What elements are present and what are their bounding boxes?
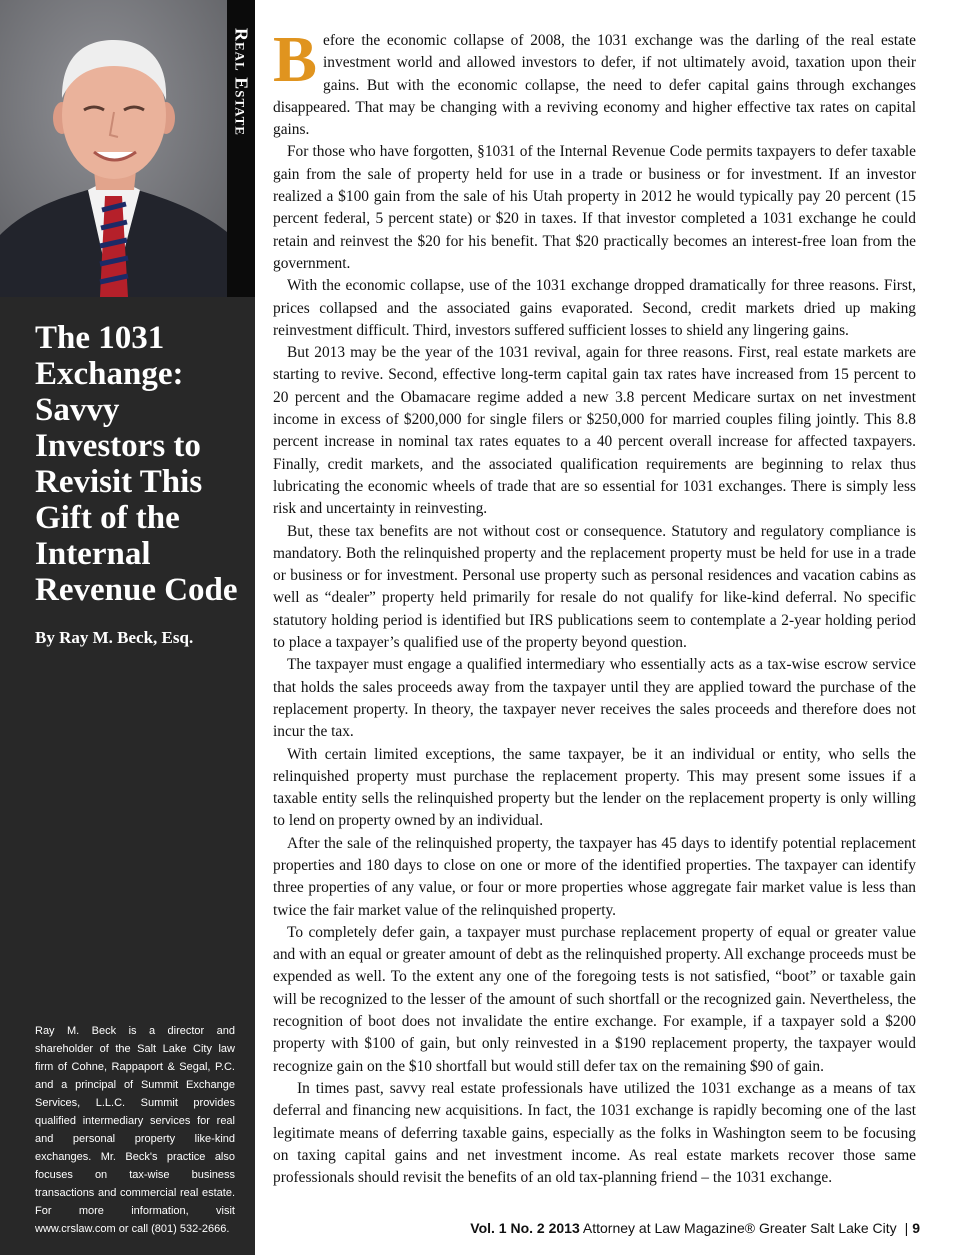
article-paragraph-10: In times past, savvy real estate professionals have utilized the 1031 exchange as a means of tax deferral and financing new acquisitions. In fact, the 1031 exchange is rapidly becoming one of the last legitimate means of deferring taxable gains, especially as the folks in Washington seem to be focusing on taxing capital gains and net investment income. As real estate markets recover those same professionals should revisit the benefits of an old tax-planning friend – the 1031 exchange. [273,1079,916,1187]
author-portrait-image [0,0,227,297]
author-photo [0,0,227,297]
article-headline: The 1031 Exchange: Savvy Investors to Revisit This Gift of the Internal Revenue Code [35,320,238,608]
page-footer [470,1220,920,1236]
paragraph-1-text: efore the economic collapse of 2008, the 1031 exchange was the darling of the real estate investment world and allowed investors to defer, if not ultimately avoid, taxation upon their gains. But with the economic collapse, the need to defer capital gains through exchanges disappeared. That may be changing with a reviving economy and higher effective tax rates on capital gains. [273,32,916,139]
article-paragraph-3: With the economic collapse, use of the 1031 exchange dropped dramatically for three reasons. First, prices collapsed and the associated gains evaporated. Second, credit markets dried up making reinvestment difficult. Third, investors suffered sufficient losses to shield any lingering gains. [273,277,916,339]
article-paragraph-8: After the sale of the relinquished property, the taxpayer has 45 days to identify potential replacement properties and 180 days to close on one or more of the identified properties. The taxpayer can identify three properties of any value, or four or more properties whose aggregate fair market value is less than twice the fair market value of the relinquished property. [273,834,916,919]
article-paragraph-1 [273,23,916,141]
issue-info: Vol. 1 No. 2 2013 [470,1220,580,1236]
author-sidebar [0,0,255,1255]
article-paragraph-7: With certain limited exceptions, the same taxpayer, be it an individual or entity, who sells the relinquished property must purchase the replacement property. This may present some issues if a taxable entity sells the relinquished property but the lender on the replacement property is only willing to lend on property owned by an individual. [273,745,916,830]
section-label: Real Estate [231,28,252,136]
author-bio: Ray M. Beck is a director and shareholder of the Salt Lake City law firm of Cohne, Rappaport & Segal, P.C. and a principal of Summit Exchange Services, L.L.C. Summit provides qualified intermediary services for real and personal property like-kind exchanges. Mr. Beck's practice also focuses on tax-wise business transactions and commercial real estate. For more information, visit www.crslaw.com or call (801) 532-2666. [35,1025,235,1235]
publication-name: Attorney at Law Magazine® Greater Salt Lake City [582,1220,897,1236]
drop-cap: B [273,23,318,96]
article-paragraph-2: For those who have forgotten, §1031 of the Internal Revenue Code permits taxpayers to defer taxable gain from the sale of property held for use in a trade or business or for investment. If an investor realized a $100 gain from the sale of his Utah property in 2012 he would typically pay 20 percent (15 percent federal, 5 percent state) or $20 in taxes. If that investor completed a 1031 exchange he could retain and reinvest the $20 for his benefit. That $20 practically becomes an interest-free loan from the government. [273,143,916,272]
article-paragraph-5: But, these tax benefits are not without cost or consequence. Statutory and regulatory compliance is mandatory. Both the relinquished property and the replacement property must be held for use in a trade or business or for investment. Personal use property such as personal residences and vacation cabins as well as “dealer” property held primarily for resale do not qualify for like-kind deferral. No specific statutory holding period is identified but IRS publications seem to contemplate a 2-year holding period to place a taxpayer’s qualified use of the property beyond question. [273,522,916,652]
article-paragraph-9: To completely defer gain, a taxpayer must purchase replacement property of equal or greater value and with an equal or greater amount of debt as the relinquished property. All exchange proceeds must be expended as well. To the extent any one of the foregoing tests is not satisfied, “boot” or taxable gain will be recognized to the lesser of the amount of such shortfall or the recognized gain. Nevertheless, the recognition of boot does not invalidate the entire exchange. For example, if a taxpayer sold a $200 property with $100 of gain, but only reinvested in a $190 replacement property, the taxpayer would recognize gain on the $10 shortfall but would still defer tax on the remaining $90 of gain. [273,923,916,1075]
article-paragraph-6: The taxpayer must engage a qualified intermediary who essentially acts as a tax-wise escrow service that holds the sales proceeds away from the taxpayer until they are applied toward the purchase of the replacement property. In theory, the taxpayer never receives the sales proceeds and therefore does not incur the tax. [273,656,916,741]
article-paragraph-4: But 2013 may be the year of the 1031 revival, again for three reasons. First, real estate markets are starting to revive. Second, effective long-term capital gain tax rates have increased from 15 percent to 20 percent and the Obamacare regime added a new 3.8 percent Medicare surtax on net investment income in excess of $200,000 for single filers or $250,000 for married couples filing jointly. This 8.8 percent increase in nominal tax rates equates to a 40 percent overall increase for affected taxpayers. Finally, credit markets, and the associated qualification requirements are beginning to relax thus lubricating the economic wheels of trade that are so essential for 1031 exchanges. There is simply less risk and uncertainty in reinvesting. [273,344,916,518]
footer-separator: | [904,1220,909,1236]
page-number: 9 [912,1220,920,1236]
author-byline: By Ray M. Beck, Esq. [35,628,194,647]
article-body [273,23,916,1189]
